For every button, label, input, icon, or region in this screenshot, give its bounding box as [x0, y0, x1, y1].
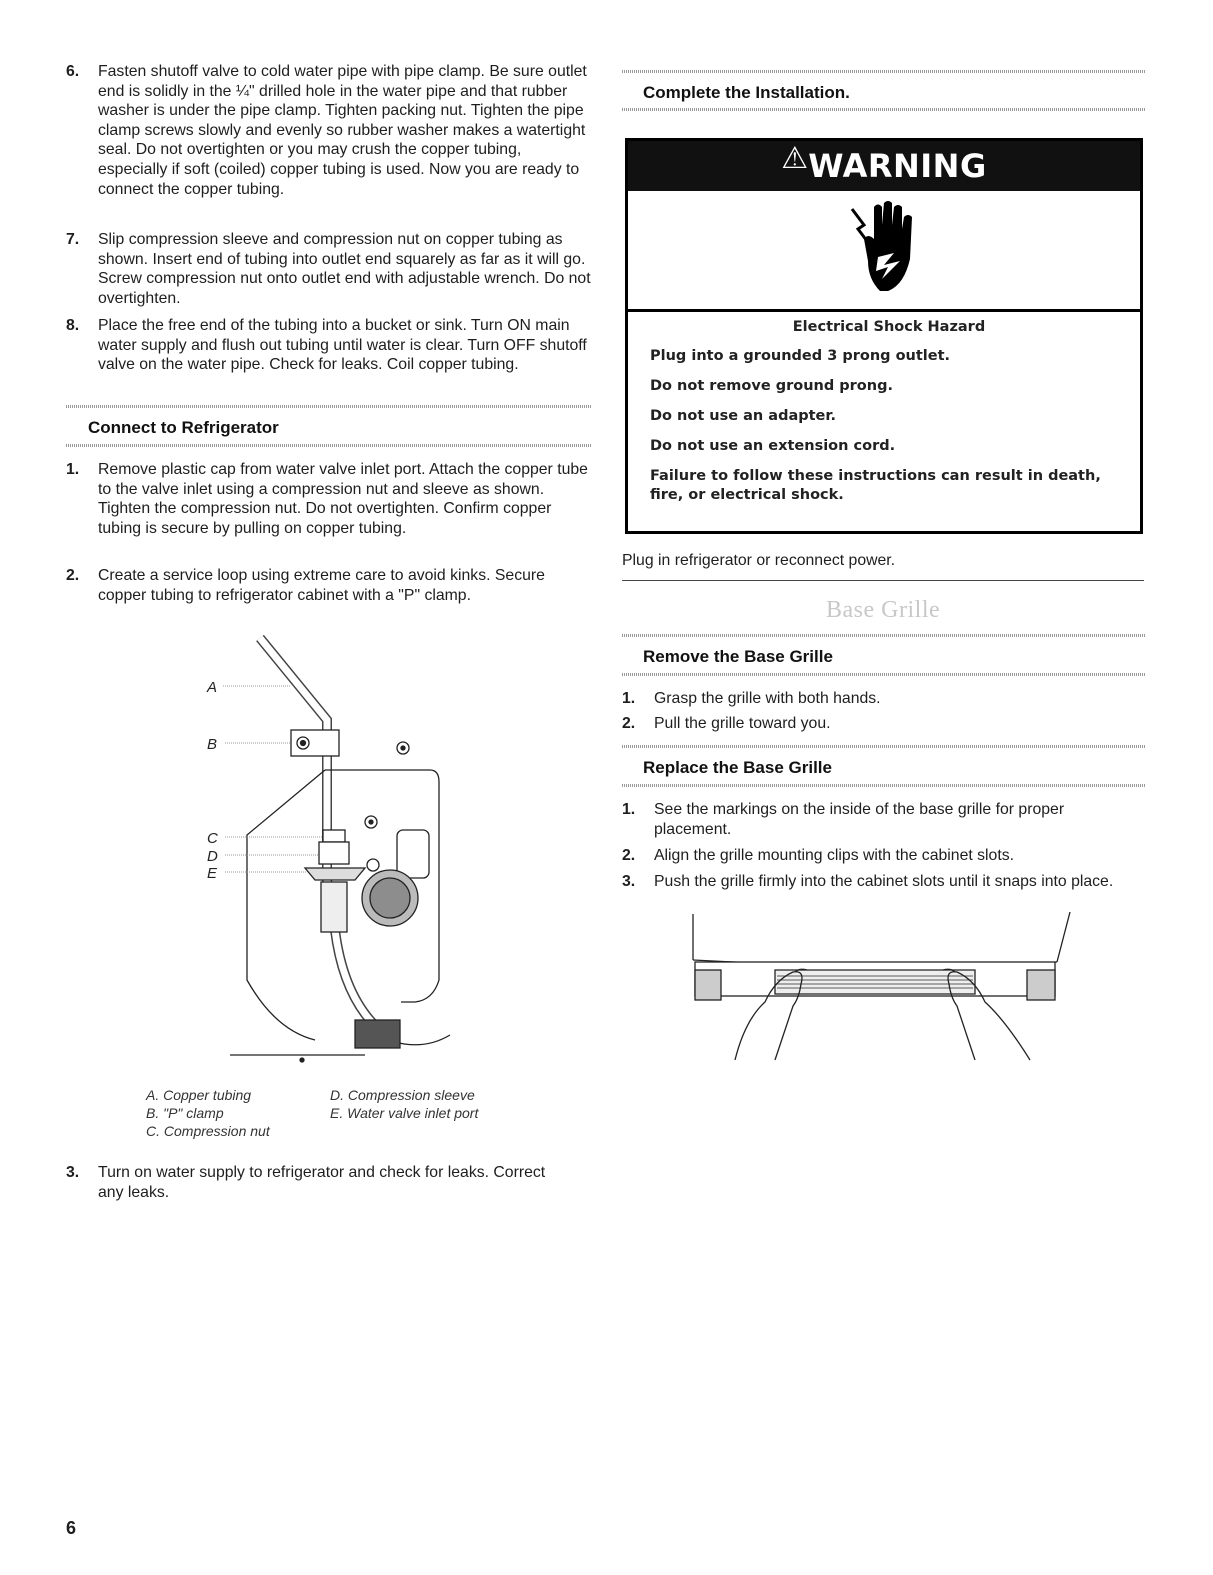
divider — [622, 70, 1146, 73]
body-text: Plug in refrigerator or reconnect power. — [622, 552, 896, 569]
divider — [622, 108, 1146, 111]
warning-box — [625, 138, 1143, 534]
list-item — [66, 316, 592, 398]
section-heading-complete: Complete the Installation. — [643, 83, 850, 102]
list-item — [66, 230, 592, 312]
warning-title: WARNING — [808, 147, 987, 185]
step-text: Remove plastic cap from water valve inlet port. Attach the copper tube to the valve inlet using a compression nut and sleeve as shown. Tighten the compression nut. Do not overtighten. Confirm copper tubing is secure by pulling on copper tubing. — [98, 461, 588, 537]
step-number: 8. — [66, 317, 80, 334]
step-text: Create a service loop using extreme care to avoid kinks. Secure copper tubing to refrigerator cabinet with a "P" clamp. — [98, 567, 545, 604]
section-heading-replace: Replace the Base Grille — [643, 758, 832, 777]
water-connection-diagram — [195, 630, 475, 1070]
step-text: Fasten shutoff valve to cold water pipe with pipe clamp. Be sure outlet end is solidly in the ¼" drilled hole in the water pipe and that rubber washer is under the pipe clamp. Tighten packing nut. Tighten the pipe clamp screws slowly and evenly so rubber washer makes a watertight seal. Do not overtighten or you may crush the copper tubing, especially if soft (coiled) copper tubing is used. Now you are ready to connect the copper tubing. — [98, 63, 587, 198]
step-text: Turn on water supply to refrigerator and check for leaks. Correct any leaks. — [98, 1164, 546, 1201]
list-item: 1. See the markings on the inside of the base grille for proper placement. — [622, 801, 1065, 838]
warning-hazard: Electrical Shock Hazard — [792, 319, 986, 335]
step-text: Place the free end of the tubing into a bucket or sink. Turn ON main water supply and flush out tubing until water is clear. Turn OFF shutoff valve on the water pipe. Check for leaks. Coil copper tubing. — [98, 317, 587, 374]
figure-caption-col1: A. Copper tubing B. "P" clamp C. Compression nut — [146, 1087, 270, 1139]
figure-label-c: C — [207, 830, 218, 847]
divider — [622, 673, 1146, 676]
divider — [622, 580, 1144, 581]
section-heading-remove: Remove the Base Grille — [643, 647, 833, 666]
list-item: 1. Grasp the grille with both hands. — [622, 690, 881, 707]
step-number: 3. — [66, 1164, 80, 1181]
divider — [66, 444, 592, 447]
base-grille-diagram — [675, 910, 1075, 1070]
divider — [622, 634, 1146, 637]
list-item — [66, 62, 592, 224]
step-number: 2. — [66, 567, 80, 584]
warning-triangle-icon: ⚠ — [781, 142, 809, 175]
figure-label-e: E — [207, 865, 218, 882]
list-item — [66, 566, 566, 628]
divider — [66, 405, 592, 408]
figure-label-b: B — [207, 736, 218, 753]
page-number: 6 — [66, 1518, 77, 1538]
list-item: 2. Align the grille mounting clips with the cabinet slots. — [622, 847, 1015, 864]
figure-caption-col2: D. Compression sleeve E. Water valve inlet port — [330, 1087, 479, 1121]
divider — [622, 784, 1146, 787]
section-title-base-grille: Base Grille — [826, 597, 941, 623]
list-item: 2. Pull the grille toward you. — [622, 715, 831, 732]
warning-text: Electrical Shock Hazard Plug into a grounded 3 prong outlet. Do not remove ground prong. Do not use an adapter. Do not use an extension cord. Failure to follow these instructions can result in death, fire, or electrical shock. — [650, 319, 1128, 516]
electrical-shock-hand-icon — [846, 199, 922, 299]
section-heading-connect: Connect to Refrigerator — [88, 418, 279, 437]
step-number: 1. — [66, 461, 80, 478]
figure-label-a: A — [207, 679, 218, 696]
list-item: 3. Push the grille firmly into the cabinet slots until it snaps into place. — [622, 873, 1114, 890]
divider — [622, 745, 1146, 748]
list-item — [66, 1163, 566, 1205]
step-number: 6. — [66, 63, 80, 80]
step-text: Slip compression sleeve and compression nut on copper tubing as shown. Insert end of tubing into outlet end squarely as far as it will go. Screw compression nut onto outlet end with adjustable wrench. Do not overtighten. — [98, 231, 591, 307]
warning-banner — [628, 141, 1140, 191]
list-item — [66, 460, 592, 562]
figure-label-d: D — [207, 848, 218, 865]
step-number: 7. — [66, 231, 80, 248]
